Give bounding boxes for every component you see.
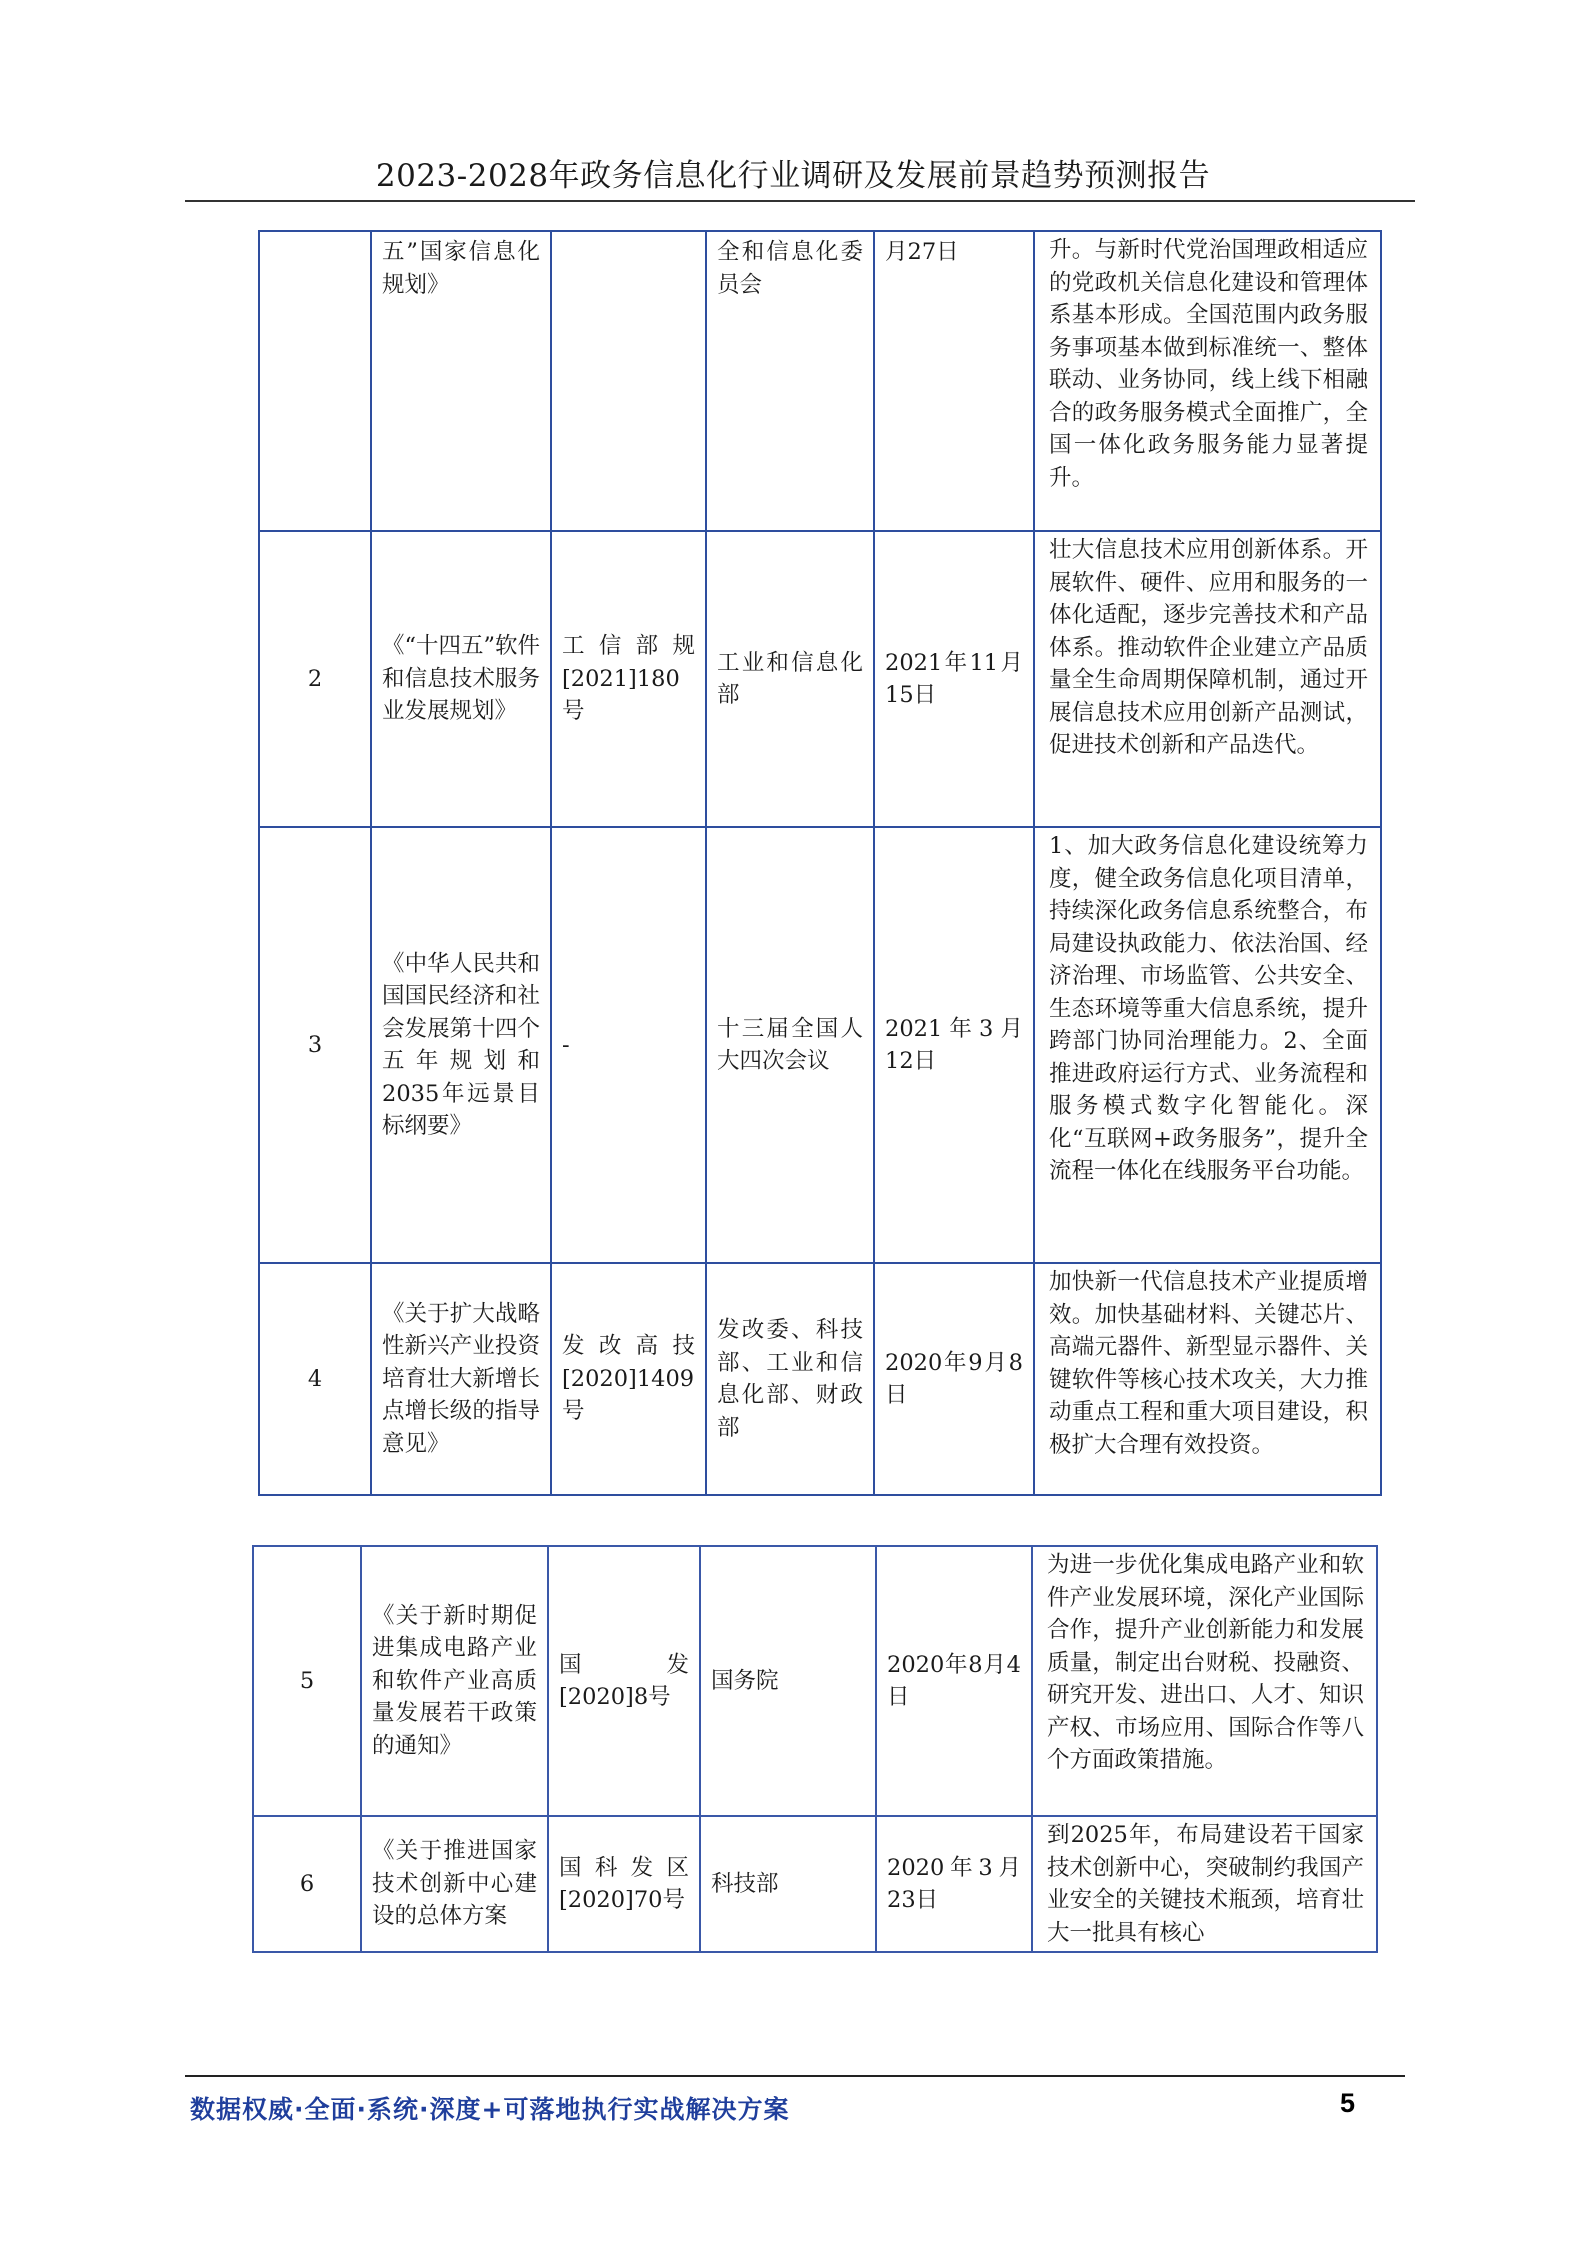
policy-title: 《关于推进国家技术创新中心建设的总体方案 — [361, 1816, 548, 1952]
page-number: 5 — [1340, 2088, 1356, 2118]
document-number: 发改高技[2020]1409号 — [551, 1263, 706, 1495]
issuing-authority: 国务院 — [700, 1546, 876, 1816]
issue-date: 2021年3月12日 — [874, 827, 1034, 1263]
policy-content: 加快新一代信息技术产业提质增效。加快基础材料、关键芯片、高端元器件、新型显示器件、关键软件等核心技术攻关，大力推动重点工程和重大项目建设，积极扩大合理有效投资。 — [1034, 1263, 1381, 1495]
issuing-authority: 科技部 — [700, 1816, 876, 1952]
policy-content: 壮大信息技术应用创新体系。开展软件、硬件、应用和服务的一体化适配，逐步完善技术和产品体系。推动软件企业建立产品质量全生命周期保障机制，通过开展信息技术应用创新产品测试，促进技术创新和产品迭代。 — [1034, 531, 1381, 827]
table-row — [259, 231, 1381, 531]
policy-content: 到2025年，布局建设若干国家技术创新中心，突破制约我国产业安全的关键技术瓶颈，培育壮大一批具有核心 — [1032, 1816, 1377, 1952]
document-number: 工信部规[2021]180号 — [551, 531, 706, 827]
policy-table-part-2 — [252, 1545, 1378, 1953]
issue-date: 月27日 — [874, 231, 1034, 531]
table-row — [253, 1816, 1377, 1952]
issuing-authority: 全和信息化委员会 — [706, 231, 874, 531]
issue-date: 2021年11月15日 — [874, 531, 1034, 827]
footer-divider — [185, 2075, 1405, 2077]
issuing-authority: 发改委、科技部、工业和信息化部、财政部 — [706, 1263, 874, 1495]
table-row — [259, 827, 1381, 1263]
policy-table-part-1 — [258, 230, 1382, 1496]
issue-date: 2020年8月4日 — [876, 1546, 1032, 1816]
policy-title: 《关于新时期促进集成电路产业和软件产业高质量发展若干政策的通知》 — [361, 1546, 548, 1816]
table-row — [259, 531, 1381, 827]
row-number — [259, 231, 371, 531]
document-number: 国发[2020]8号 — [548, 1546, 700, 1816]
document-number — [551, 231, 706, 531]
row-number: 5 — [253, 1546, 361, 1816]
document-number: 国科发区[2020]70号 — [548, 1816, 700, 1952]
policy-title: 《关于扩大战略性新兴产业投资培育壮大新增长点增长级的指导意见》 — [371, 1263, 551, 1495]
footer-slogan: 数据权威·全面·系统·深度+可落地执行实战解决方案 — [190, 2095, 790, 2124]
issuing-authority: 十三届全国人大四次会议 — [706, 827, 874, 1263]
policy-content: 为进一步优化集成电路产业和软件产业发展环境，深化产业国际合作，提升产业创新能力和发展质量，制定出台财税、投融资、研究开发、进出口、人才、知识产权、市场应用、国际合作等八个方面政策措施。 — [1032, 1546, 1377, 1816]
table-row — [253, 1546, 1377, 1816]
row-number: 2 — [259, 531, 371, 827]
document-number: - — [551, 827, 706, 1263]
issue-date: 2020年9月8日 — [874, 1263, 1034, 1495]
policy-title: 《“十四五”软件和信息技术服务业发展规划》 — [371, 531, 551, 827]
issuing-authority: 工业和信息化部 — [706, 531, 874, 827]
policy-content: 升。与新时代党治国理政相适应的党政机关信息化建设和管理体系基本形成。全国范围内政务服务事项基本做到标准统一、整体联动、业务协同，线上线下相融合的政务服务模式全面推广，全国一体化政务服务能力显著提升。 — [1034, 231, 1381, 531]
row-number: 3 — [259, 827, 371, 1263]
header-divider — [185, 200, 1415, 202]
row-number: 6 — [253, 1816, 361, 1952]
page-header-title: 2023-2028年政务信息化行业调研及发展前景趋势预测报告 — [375, 158, 1211, 194]
row-number: 4 — [259, 1263, 371, 1495]
table-row — [259, 1263, 1381, 1495]
policy-title: 《中华人民共和国国民经济和社会发展第十四个五年规划和2035年远景目标纲要》 — [371, 827, 551, 1263]
policy-title: 五”国家信息化规划》 — [371, 231, 551, 531]
issue-date: 2020年3月23日 — [876, 1816, 1032, 1952]
policy-content: 1、加大政务信息化建设统筹力度，健全政务信息化项目清单，持续深化政务信息系统整合，布局建设执政能力、依法治国、经济治理、市场监管、公共安全、生态环境等重大信息系统，提升跨部门协同治理能力。2、全面推进政府运行方式、业务流程和服务模式数字化智能化。深化“互联网+政务服务”，提升全流程一体化在线服务平台功能。 — [1034, 827, 1381, 1263]
